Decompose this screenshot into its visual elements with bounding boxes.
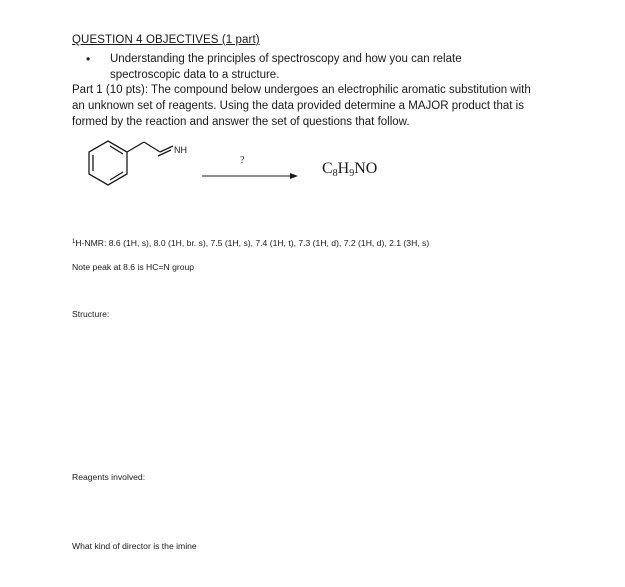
nh-label: NH <box>174 145 187 155</box>
benzene-ring-icon <box>89 141 127 185</box>
formula-h: H <box>337 160 350 177</box>
formula-h-count: 9 <box>349 168 355 179</box>
part1-line-3: formed by the reaction and answer the set of questions that follow. <box>72 116 410 128</box>
part1-prompt <box>72 82 572 130</box>
nmr-superscript: 1 <box>72 239 76 245</box>
question-heading: QUESTION 4 OBJECTIVES (1 part) <box>72 34 260 46</box>
reaction-arrow-icon <box>202 173 298 179</box>
structure-label: Structure: <box>72 309 110 319</box>
reagent-question-mark: ? <box>240 155 245 166</box>
part1-line-1: Part 1 (10 pts): The compound below undergoes an electrophilic aromatic substitution with <box>72 84 531 96</box>
objective-text <box>110 51 550 83</box>
formula-c-count: 8 <box>332 168 338 179</box>
note-text: Note peak at 8.6 is HC=N group <box>72 262 195 272</box>
reagents-label: Reagents involved: <box>72 472 146 482</box>
part1-line-2: an unknown set of reagents. Using the data provided determine a MAJOR product that is <box>72 100 524 112</box>
formula-c: C <box>322 160 333 177</box>
bullet-icon: • <box>86 52 91 66</box>
objective-line-1: Understanding the principles of spectroscopy and how you can relate <box>110 53 462 65</box>
product-formula <box>322 160 377 179</box>
nmr-text: H-NMR: 8.6 (1H, s), 8.0 (1H, br. s), 7.5 (1H, s), 7.4 (1H, t), 7.3 (1H, d), 7.2 (1H, d), 2.1 (3H, s) <box>75 238 430 248</box>
reaction-scheme <box>60 128 400 208</box>
objective-line-2: spectroscopic data to a structure. <box>110 69 280 81</box>
formula-rest: NO <box>354 160 378 177</box>
imine-chain <box>127 142 173 156</box>
director-question: What kind of director is the imine <box>72 541 197 551</box>
nmr-data <box>72 238 429 248</box>
